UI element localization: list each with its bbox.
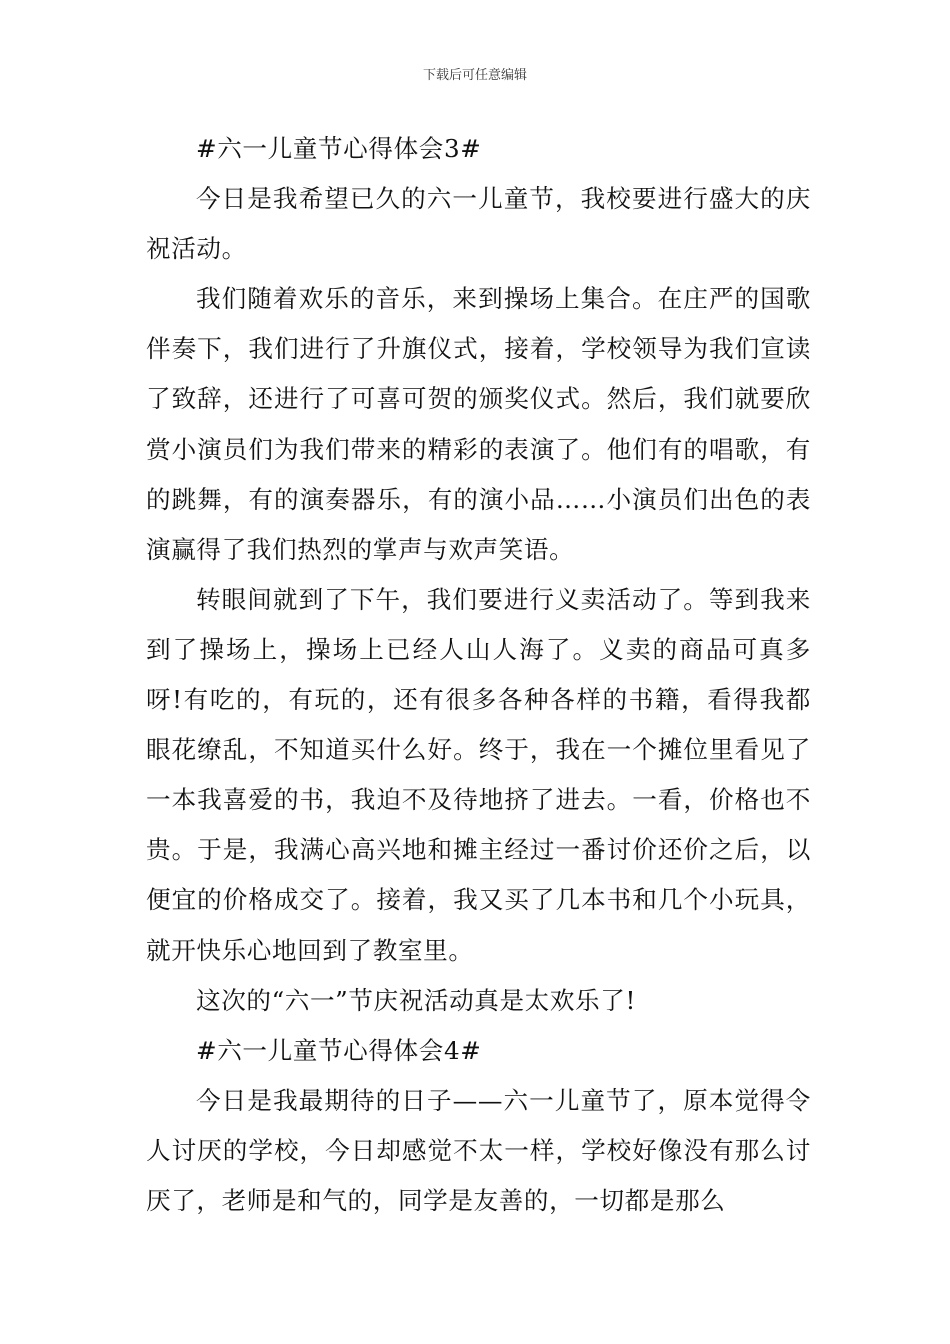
paragraph: 我们随着欢乐的音乐，来到操场上集合。在庄严的国歌伴奏下，我们进行了升旗仪式，接着，学校领导为我们宣读了致辞，还进行了可喜可贺的颁奖仪式。然后，我们就要欣赏小演员们为我们带来的精彩的表演了。他们有的唱歌，有的跳舞，有的演奏器乐，有的演小品……小演员们出色的表演赢得了我们热烈的掌声与欢声笑语。 <box>146 284 811 564</box>
paragraph: 转眼间就到了下午，我们要进行义卖活动了。等到我来到了操场上，操场上已经人山人海了。义卖的商品可真多呀!有吃的，有玩的，还有很多各种各样的书籍，看得我都眼花缭乱，不知道买什么好。终于，我在一个摊位里看见了一本我喜爱的书，我迫不及待地挤了进去。一看，价格也不贵。于是，我满心高兴地和摊主经过一番讨价还价之后，以便宜的价格成交了。接着，我又买了几本书和几个小玩具，就开快乐心地回到了教室里。 <box>146 584 811 965</box>
paragraph: 这次的“六一”节庆祝活动真是太欢乐了! <box>196 985 636 1015</box>
page-header: 下载后可任意编辑 <box>422 68 527 83</box>
paragraph: 今日是我希望已久的六一儿童节，我校要进行盛大的庆祝活动。 <box>146 184 811 264</box>
document-body <box>146 124 811 1226</box>
paragraph: 今日是我最期待的日子——六一儿童节了，原本觉得令人讨厌的学校，今日却感觉不太一样，学校好像没有那么讨厌了，老师是和气的，同学是友善的，一切都是那么 <box>146 1085 811 1215</box>
section-heading: #六一儿童节心得体会3# <box>196 134 482 163</box>
section-heading: #六一儿童节心得体会4# <box>196 1035 482 1065</box>
